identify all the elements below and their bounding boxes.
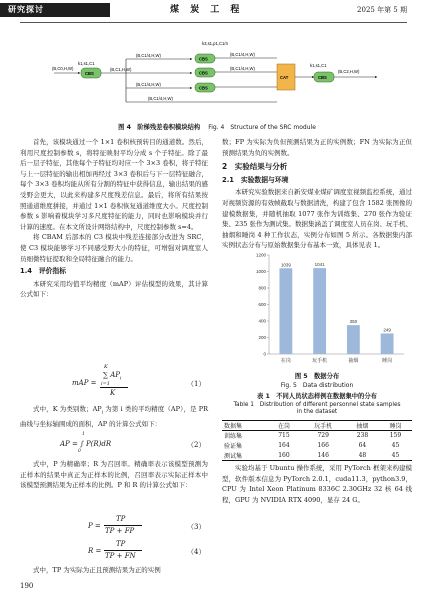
- bar-value-label: 249: [383, 327, 391, 333]
- eq4-number: （4）: [187, 548, 206, 556]
- heading-1-4: 1.4 评价指标: [20, 267, 67, 276]
- table-cell: 45: [391, 451, 400, 459]
- eq3-num: TP: [116, 515, 126, 523]
- diagram-dim-low: (B,C1/4,H,W): [136, 82, 161, 87]
- y-tick-label: 600: [258, 302, 266, 307]
- y-tick-label: 1000: [255, 269, 266, 274]
- bar: [347, 325, 360, 354]
- y-tick-label: 1200: [255, 252, 266, 258]
- para-k-def-b: 为第 i 类的平均精度（AP），是 PR 曲线与坐标轴围成的面积，AP 的计算公式如下：: [20, 405, 208, 428]
- figure-4-caption: [52, 114, 382, 133]
- table-header-cell: 抽烟: [356, 423, 369, 430]
- eq4-den: TP + FN: [105, 552, 136, 560]
- table-header-cell: 数据集: [224, 423, 243, 430]
- left-column-mid: [20, 404, 208, 429]
- para-k-def: [20, 404, 208, 429]
- y-tick-label: 400: [258, 318, 266, 324]
- table-row: [222, 451, 412, 461]
- page-header: [0, 0, 427, 34]
- table-1-caption: [222, 393, 412, 401]
- diagram-cbs-5: CBS: [318, 75, 327, 80]
- table-cell: 训练集: [224, 433, 243, 441]
- para-map-intro: 本研究采用均值平均精度（mAP）评估模型的效果，其计算公式如下：: [20, 279, 208, 299]
- eq3-lhs: P =: [88, 522, 101, 530]
- diagram-input-label: (B,C0,H,W): [52, 66, 74, 71]
- y-tick-label: 0: [263, 351, 266, 357]
- right-column-top: [222, 137, 412, 251]
- table-1-caption-en-line2: in the dataset: [296, 409, 338, 415]
- bar-value-label: 1039: [280, 262, 291, 268]
- diagram-cbs-1: CBS: [85, 71, 94, 76]
- para-environment: 实验均基于 Ubuntu 操作系统，采用 PyTorch 框架来构建模型，软件版本信息为 PyTorch 2.0.1，cuda11.3，python3.9，CPU 为 Intel Xeon Platinum 8336C 2.30GHz 32 核 64 线程，GPU 为 NVIDIA RTX 4090，显存 24 G。: [222, 464, 412, 504]
- figure-4-caption-zh: 图 4 阶梯残差卷积模块结构: [118, 124, 201, 131]
- table-1-caption-en: [222, 402, 412, 416]
- bar: [313, 268, 326, 354]
- eq2-bot: 0: [78, 449, 81, 454]
- eq1-sum-bot: i=1: [101, 381, 110, 387]
- para-pr-def: 式中，P 为精确率；R 为召回率。精确率表示该模型预测为正样本的结果中真正为正样本的比例，召回率表示实际正样本中该模型预测结果为正样本的比例。P 和 R 的计算公式如下：: [20, 460, 208, 490]
- table-cell: 160: [278, 451, 290, 459]
- diagram-dim-low2: (B,C1/4,H,W): [148, 96, 173, 101]
- y-tick-label: 200: [258, 335, 266, 340]
- eq4-lhs: R =: [88, 547, 102, 555]
- table-cell: 146: [317, 451, 329, 459]
- x-category-label: 在岗: [280, 358, 291, 364]
- table-header-cell: 在岗: [277, 423, 290, 430]
- table-cell: 166: [317, 442, 329, 449]
- eq1-lhs: mAP =: [72, 379, 97, 387]
- heading-2: 2 实验结果与分析: [222, 162, 288, 172]
- diagram-cbs-4: CBS: [199, 85, 208, 91]
- x-category-label: 睡岗: [382, 358, 393, 364]
- eq4-fraction-bar: [104, 550, 142, 551]
- para-fp-fn-def: 数；FP 为实际为负但预测结果为正的实例数；FN 为实际为正但预测结果为负的实例数。: [222, 138, 412, 157]
- figure-5-caption-en: Fig. 5 Data distribution: [280, 382, 354, 389]
- para-src-desc: 首先，该模块通过一个 1×1 卷积核预转目的通道数。然后，利用尺度控制参数 s，将特征映射平均分成 s 个子特征。除了最后一层子特征，其他每个子特征均对应一个 3×3 卷积，将子特征与上一层特征的输出相加再经过 3×3 卷积后与下一层特征融合，每个 3×3 卷积均能从所有分割的特征中获得信息，输出结果的感受野会更大，以此来构建多尺度残差信息。最后，将所有结果按照通道维度拼接，并通过 1×1 卷积恢复通道维度大小。尺度控制参数 s 影响着模块学习多尺度特征的能力，同时也影响模块并行计算的速度。在本文所设计网络结构中，尺度控制参数 s=4。: [20, 138, 208, 231]
- heading-2-1: 2.1 实验数据与环境: [222, 175, 289, 184]
- left-column-top: [20, 137, 208, 300]
- bar: [279, 268, 292, 354]
- eq3-den: TP + FP: [105, 527, 135, 535]
- table-1-caption-zh: 表 1 不同人员状态样例在数据集中的分布: [257, 393, 377, 400]
- bar-value-label: 350: [349, 319, 358, 325]
- eq1-sum-top: K: [104, 364, 108, 370]
- section-tag: 研究探讨: [8, 5, 44, 14]
- table-cell: 159: [389, 432, 402, 440]
- eq1-denominator: K: [110, 389, 116, 397]
- table-header-cell: 睡岗: [389, 423, 402, 430]
- table-1: [222, 402, 412, 461]
- diagram-k1b-label: k1,s1,C1: [310, 63, 327, 68]
- table-row: [222, 441, 412, 451]
- page-number: 190: [20, 582, 34, 590]
- diagram-dim-top: (B,C1/4,H,W): [136, 53, 161, 58]
- eq2-body: AP = ∫ P(R)dR: [60, 440, 112, 448]
- diagram-out-dim: (B,C2,H,W): [338, 69, 360, 74]
- figure-4-diagram: [52, 40, 382, 110]
- figure-5-caption: [222, 372, 412, 390]
- table-cell: 45: [391, 442, 400, 449]
- x-category-label: 抽烟: [348, 358, 359, 364]
- diagram-dim-mid2: (B,C1/4,H,W): [230, 66, 255, 71]
- table-header-cell: 玩手机: [314, 423, 333, 430]
- header-rule: [20, 22, 407, 23]
- diagram-dim-mid: (B,C1,H,W): [110, 67, 132, 72]
- eq3-fraction-bar: [104, 525, 142, 526]
- table-row: [222, 431, 412, 441]
- eq1-num-text: ∑ AP: [103, 371, 120, 379]
- table-1-grid: [222, 420, 412, 461]
- para-k-def-a: 式中，K 为类别数；AP: [33, 405, 102, 413]
- diagram-cat: CAT: [280, 75, 289, 80]
- eq1-numerator: [103, 371, 121, 381]
- eq3-number: （3）: [187, 523, 206, 531]
- y-tick-label: 800: [258, 285, 266, 291]
- para-dataset: 本研究实验数据来自新安煤业煤矿调度室视频监控系统，通过对视频资源的有效帧截取与数据清洗，构建了包含 1582 张图像的建模数据集，并随机抽取 1077 张作为训练集、270 张作为验证集、235 张作为测试集。数据集涵盖了调度室人员在岗、玩手机、抽烟和睡岗 4 种工作状态，实例分布如图 5 所示。各数据集内部实例状态分布与原始数据集分布基本一致，具体见表 1。: [222, 188, 412, 250]
- eq4-num: TP: [116, 540, 126, 548]
- eq1-number: （1）: [187, 380, 206, 388]
- table-cell: 164: [278, 442, 290, 449]
- figure-4-caption-en: Fig. 4 Structure of the SRC module: [208, 124, 316, 131]
- diagram-k1-label: k1,s1,C1: [78, 61, 95, 66]
- left-column-pr: [20, 459, 208, 491]
- eq2-top: 1: [82, 432, 85, 437]
- table-cell: 729: [317, 432, 329, 440]
- diagram-k3-label: k3,s1,p1,C1/4: [202, 41, 228, 46]
- bar-value-label: 1041: [314, 262, 325, 268]
- bar-chart-svg: [247, 245, 412, 370]
- eq1-num-sub: i: [120, 376, 122, 382]
- para-cbam: 将 CBAM 后部本的 C3 模块中残差连接部分改进为 SRC，使 C3 模块能够学习不同感受野大小的特征，可增强对调度室人员细微特征提取和全局特征融合的能力。: [20, 233, 208, 263]
- table-cell: 715: [278, 432, 290, 440]
- figure-5-caption-zh: 图 5 数据分布: [294, 373, 340, 380]
- bar: [381, 333, 394, 354]
- table-cell: 238: [356, 432, 369, 440]
- para-tp-def: 式中，TP 为实际为正且预测结果为正的实例: [33, 566, 161, 574]
- table-header-row: [222, 421, 412, 431]
- left-column-bottom: [20, 565, 208, 576]
- table-cell: 64: [358, 442, 367, 449]
- diagram-cbs-3: CBS: [199, 70, 208, 76]
- figure-5-chart: [247, 245, 412, 370]
- table-cell: 48: [358, 451, 367, 459]
- table-cell: 测试集: [224, 452, 243, 460]
- x-category-label: 玩手机: [312, 358, 328, 364]
- issue-label: 2025 年第 5 期: [357, 6, 407, 14]
- journal-name: 煤 炭 工 程: [170, 5, 244, 15]
- table-cell: 验证集: [224, 443, 243, 450]
- diagram-cbs-2: CBS: [199, 56, 208, 62]
- diagram-dim-top2: (B,C1/4,H,W): [230, 52, 255, 57]
- para-k-def-sub: i: [101, 410, 104, 416]
- table-1-caption-en-line1: Table 1 Distribution of different personnel state samples: [233, 402, 401, 408]
- right-column-bottom: [222, 463, 412, 505]
- eq1-fraction-bar: [100, 387, 128, 388]
- eq2-number: （2）: [187, 441, 206, 449]
